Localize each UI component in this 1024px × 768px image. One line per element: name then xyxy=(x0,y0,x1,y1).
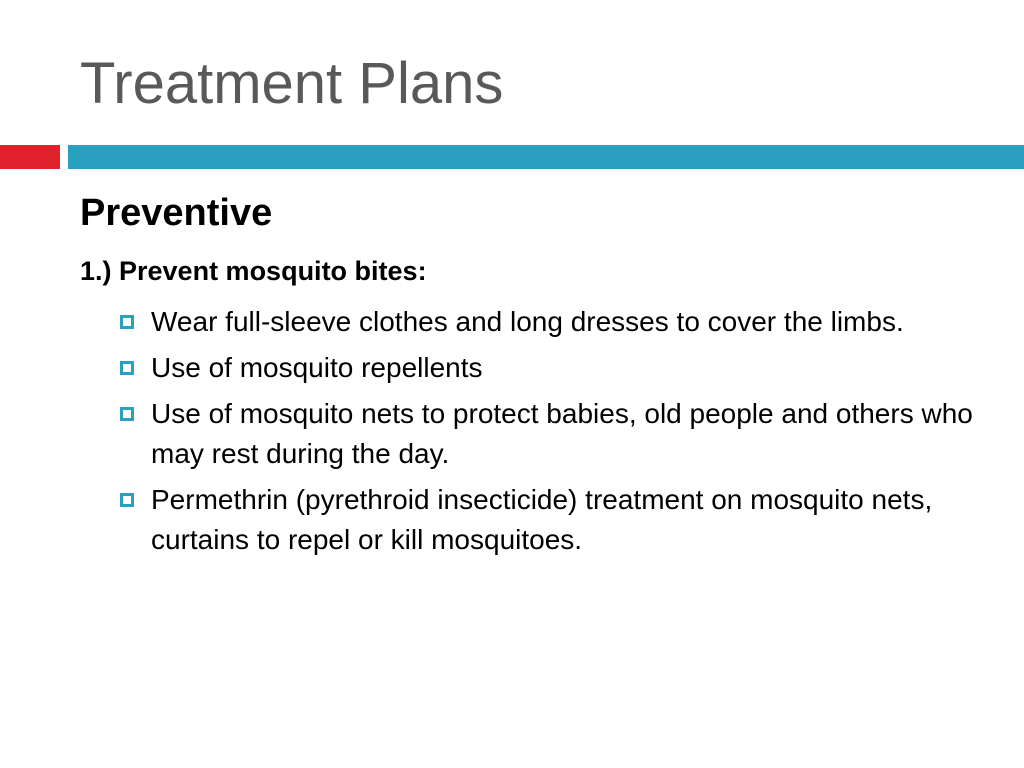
square-bullet-icon xyxy=(120,361,134,375)
bullet-list xyxy=(118,302,998,566)
bullet-text: Use of mosquito nets to protect babies, old people and others who may rest during the day. xyxy=(151,398,973,469)
accent-bar-blue xyxy=(68,145,1024,169)
subheading: 1.) Prevent mosquito bites: xyxy=(80,256,427,286)
bullet-text: Wear full-sleeve clothes and long dresses to cover the limbs. xyxy=(151,306,904,337)
bullet-item xyxy=(118,348,998,388)
slide-title: Treatment Plans xyxy=(80,51,504,116)
square-bullet-icon xyxy=(120,315,134,329)
bullet-item xyxy=(118,302,998,342)
bullet-text: Use of mosquito repellents xyxy=(151,352,483,383)
accent-bar-red xyxy=(0,145,60,169)
section-heading: Preventive xyxy=(80,192,273,234)
bullet-text: Permethrin (pyrethroid insecticide) treatment on mosquito nets, curtains to repel or kill mosquitoes. xyxy=(151,484,933,555)
bullet-item xyxy=(118,480,998,560)
bullet-item xyxy=(118,394,998,474)
square-bullet-icon xyxy=(120,493,134,507)
square-bullet-icon xyxy=(120,407,134,421)
